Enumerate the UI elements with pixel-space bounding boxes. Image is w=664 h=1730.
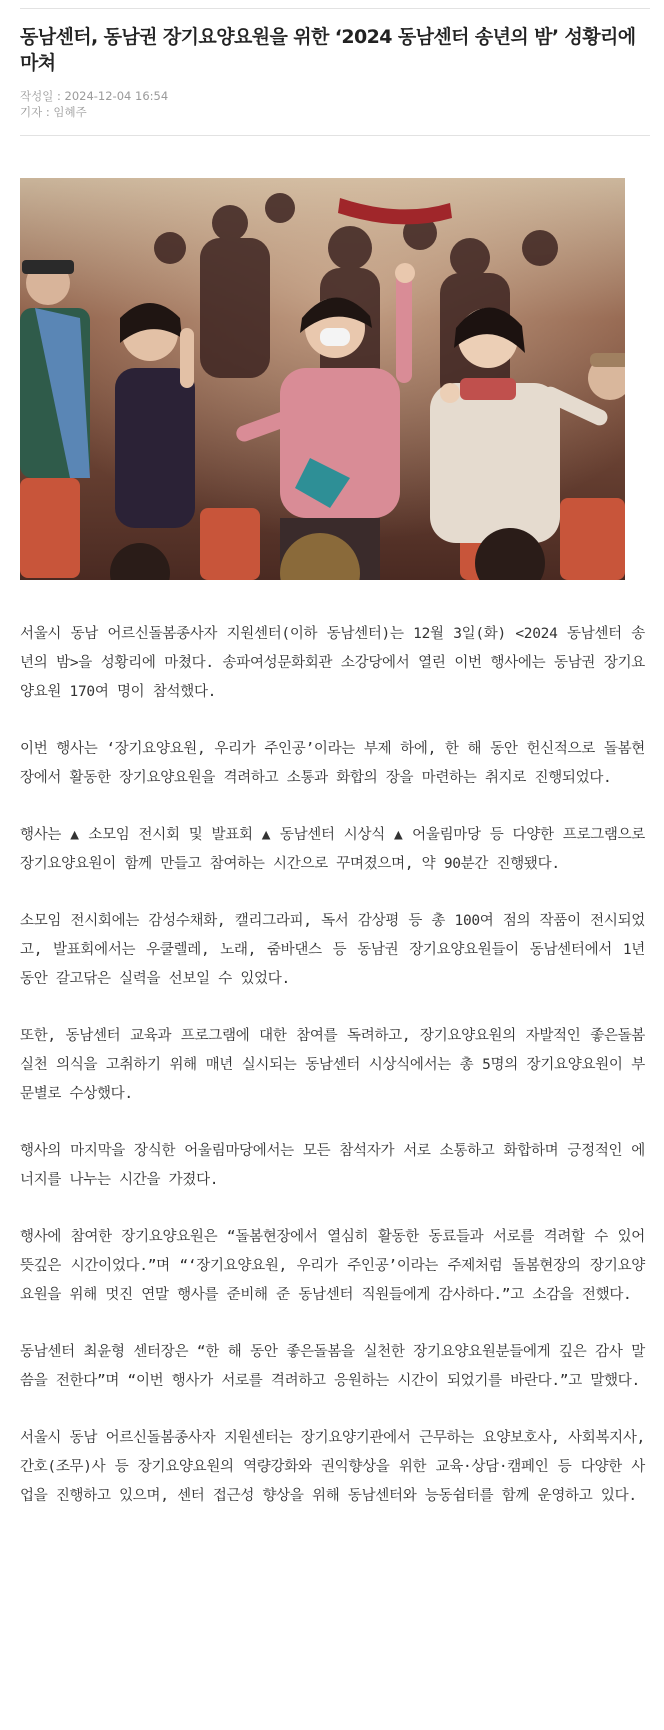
article-meta [20, 88, 168, 120]
top-divider [20, 8, 650, 9]
article-paragraph: 행사는 ▲ 소모임 전시회 및 발표회 ▲ 동남센터 시상식 ▲ 어울림마당 등 다양한 프로그램으로 장기요양요원이 함께 만들고 참여하는 시간으로 꾸며졌으며, 약 90분간 진행됐다. [20, 827, 645, 872]
event-photo-illustration [20, 178, 625, 580]
event-photo [20, 178, 625, 580]
meta-divider [20, 135, 650, 136]
article-paragraph: 또한, 동남센터 교육과 프로그램에 대한 참여를 독려하고, 장기요양요원의 자발적인 좋은돌봄 실천 의식을 고취하기 위해 매년 실시되는 동남센터 시상식에서는 총 5명의 장기요양요원이 부문별로 수상했다. [20, 1028, 645, 1102]
reporter-name: 기자 : 임혜주 [20, 105, 87, 119]
published-date: 작성일 : 2024-12-04 16:54 [20, 89, 169, 103]
article-paragraph: 이번 행사는 ‘장기요양요원, 우리가 주인공’이라는 부제 하에, 한 해 동안 헌신적으로 돌봄현장에서 활동한 장기요양요원을 격려하고 소통과 화합의 장을 마련하는 취지로 진행되었다. [20, 741, 645, 786]
article-paragraph: 서울시 동남 어르신돌봄종사자 지원센터(이하 동남센터)는 12월 3일(화) <2024 동남센터 송년의 밤>을 성황리에 마쳤다. 송파여성문화회관 소강당에서 열린 이번 행사에는 동남권 장기요양요원 170여 명이 참석했다. [20, 626, 645, 700]
article-paragraph: 동남센터 최윤형 센터장은 “한 해 동안 좋은돌봄을 실천한 장기요양요원분들에게 깊은 감사 말씀을 전한다”며 “이번 행사가 서로를 격려하고 응원하는 시간이 되었기를 바란다.”고 말했다. [20, 1344, 645, 1389]
article-paragraph: 행사의 마지막을 장식한 어울림마당에서는 모든 참석자가 서로 소통하고 화합하며 긍정적인 에너지를 나누는 시간을 가졌다. [20, 1143, 645, 1188]
article-paragraph: 행사에 참여한 장기요양요원은 “돌봄현장에서 열심히 활동한 동료들과 서로를 격려할 수 있어 뜻깊은 시간이었다.”며 “‘장기요양요원, 우리가 주인공’이라는 주제처럼 돌봄현장의 장기요양요원을 위해 멋진 연말 행사를 준비해 준 동남센터 직원들에게 감사하다.”고 소감을 전했다. [20, 1229, 645, 1303]
article-paragraph: 서울시 동남 어르신돌봄종사자 지원센터는 장기요양기관에서 근무하는 요양보호사, 사회복지사, 간호(조무)사 등 장기요양요원의 역량강화와 권익향상을 위한 교육·상담·캠페인 등 다양한 사업을 진행하고 있으며, 센터 접근성 향상을 위해 동남센터와 능동쉼터를 함께 운영하고 있다. [20, 1430, 645, 1504]
article-paragraph: 소모임 전시회에는 감성수채화, 캘리그라피, 독서 감상평 등 총 100여 점의 작품이 전시되었고, 발표회에서는 우쿨렐레, 노래, 줌바댄스 등 동남권 장기요양요원들이 동남센터에서 1년 동안 갈고닦은 실력을 선보일 수 있었다. [20, 913, 645, 987]
article-title: 동남센터, 동남권 장기요양요원을 위한 ‘2024 동남센터 송년의 밤’ 성황리에 마쳐 [20, 26, 636, 74]
article-body [20, 620, 645, 1539]
